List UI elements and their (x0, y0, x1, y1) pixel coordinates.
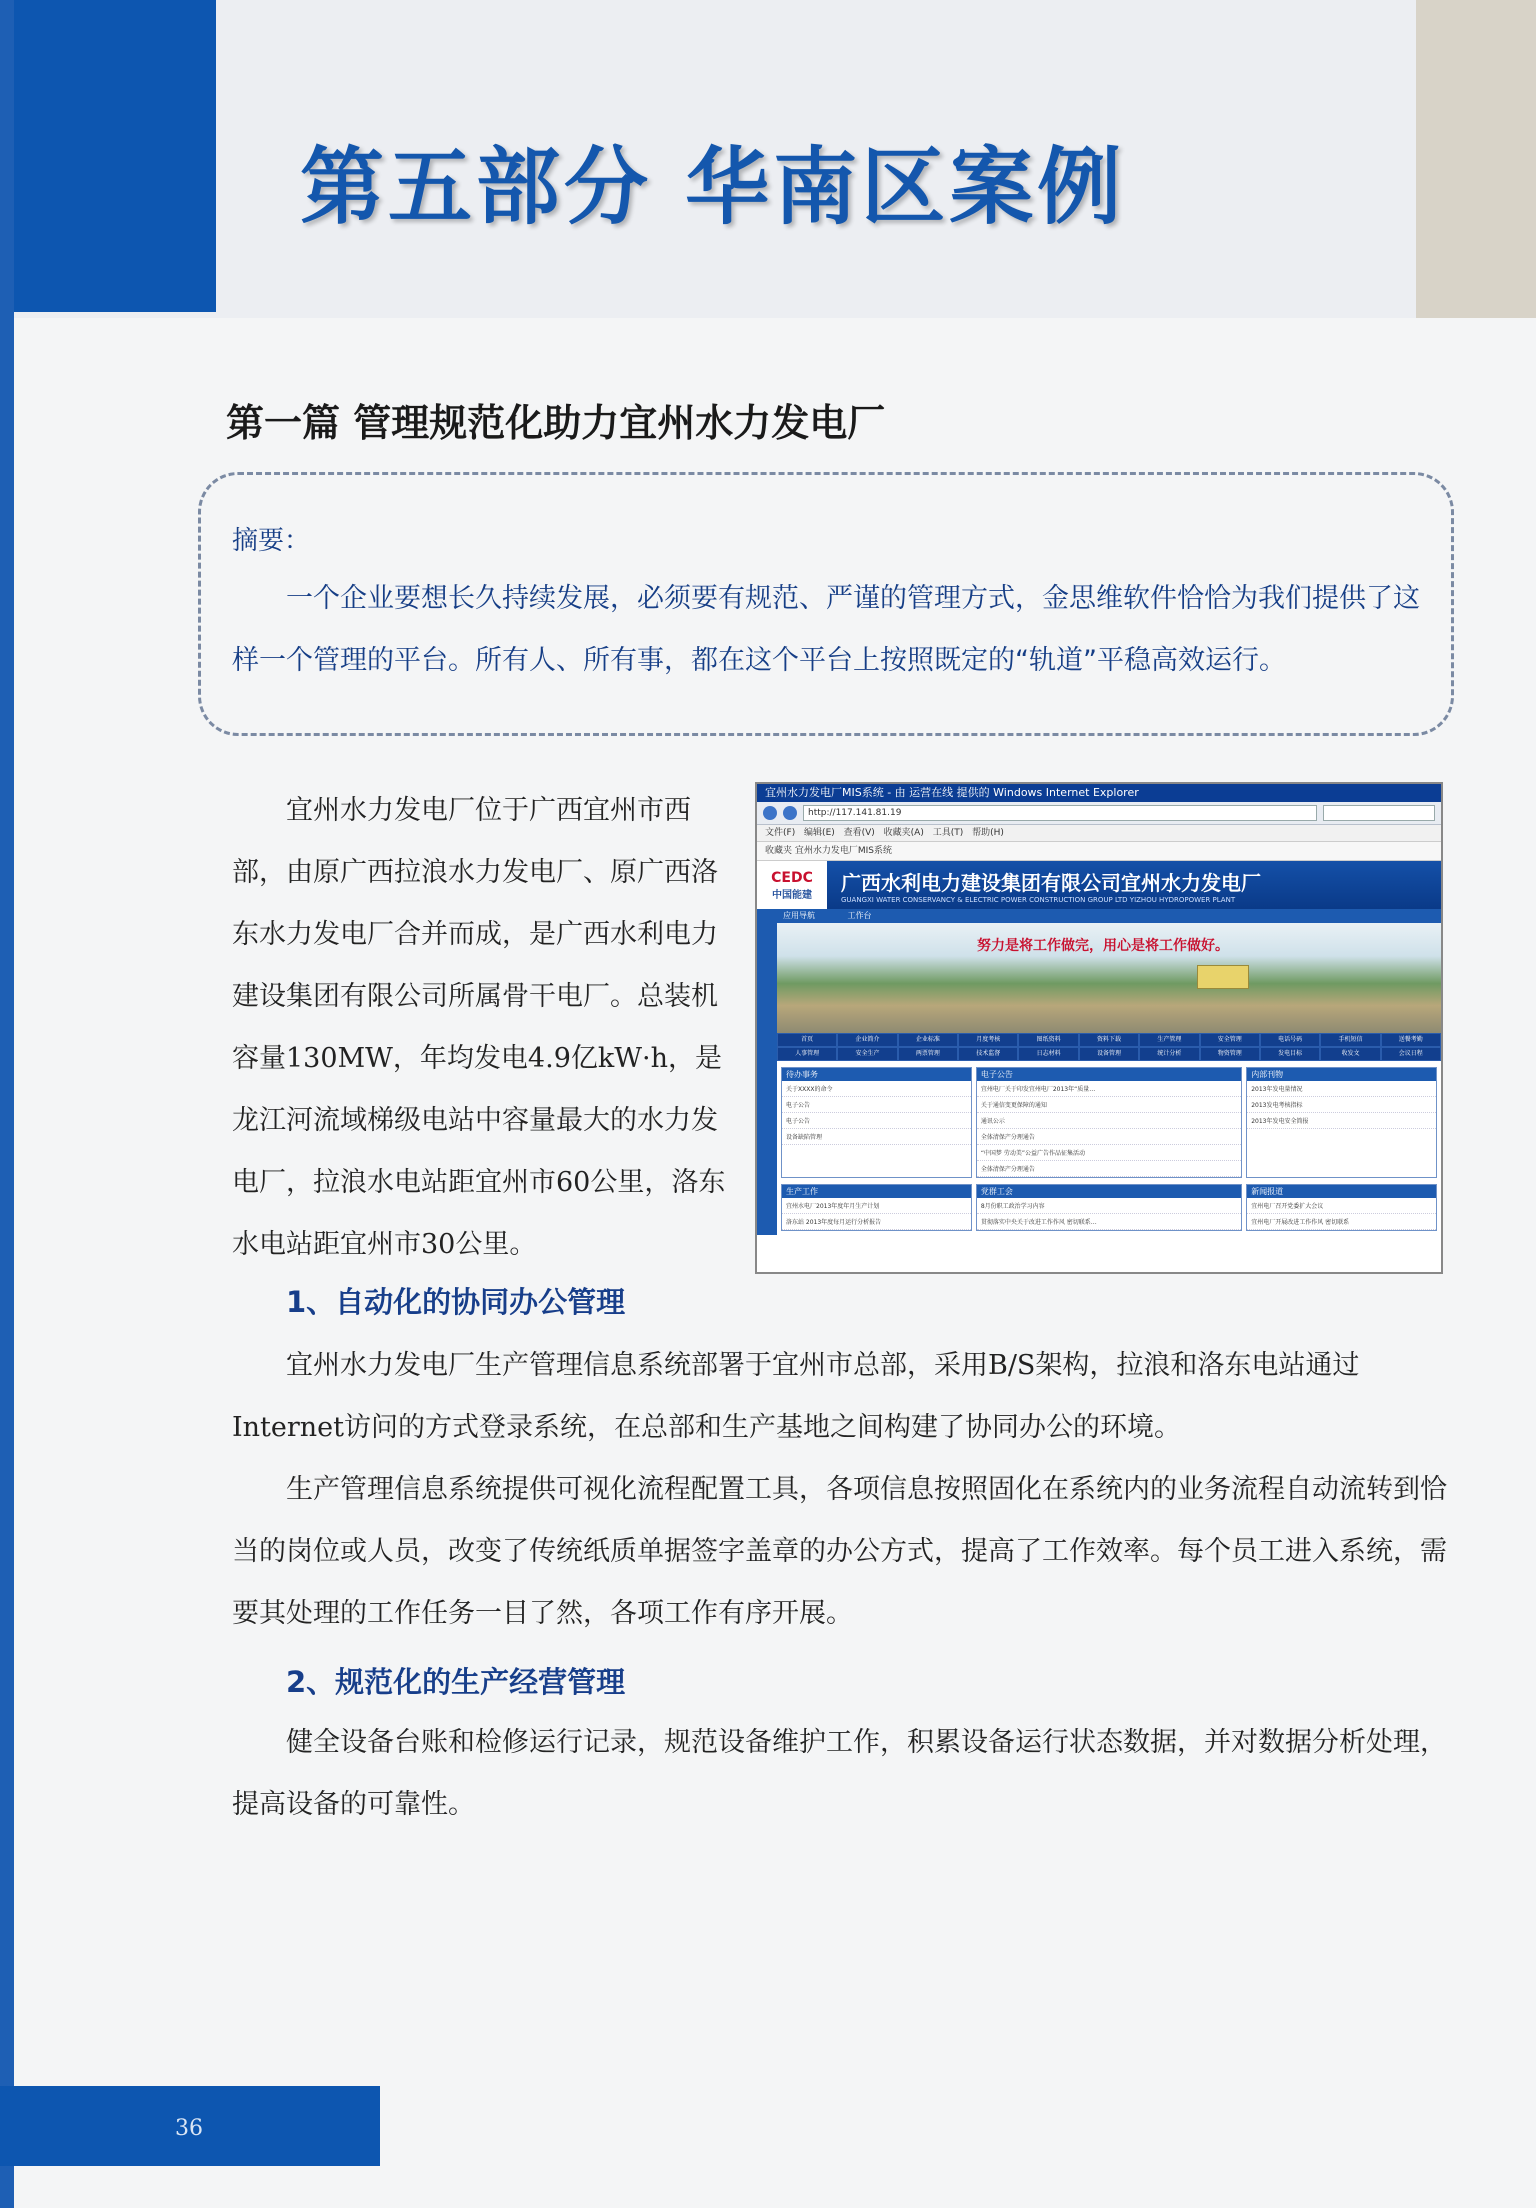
site-nav-item: 收发文 (1320, 1047, 1380, 1061)
site-nav-item: 安全生产 (837, 1047, 897, 1061)
chapter-title: 第一篇 管理规范化助力宜州水力发电厂 (226, 401, 886, 445)
site-panel-item: 宜州电厂召开党委扩大会议 (1247, 1198, 1436, 1214)
site-panel-item: “中国梦 劳动美”公益广告作品征集活动 (977, 1145, 1241, 1161)
site-left-nav (757, 909, 777, 1235)
site-panel-item: 2013发电考核指标 (1247, 1097, 1436, 1113)
site-panel (976, 1067, 1242, 1178)
site-panel (1246, 1184, 1437, 1231)
site-panel-item: 2013年发电安全简报 (1247, 1113, 1436, 1129)
site-panel-item: 电子公告 (782, 1113, 971, 1129)
intro-text: 宜州水力发电厂位于广西宜州市西部，由原广西拉浪水力发电厂、原广西洛东水力发电厂合并而成，是广西水利电力建设集团有限公司所属骨干电厂。总装机容量130MW，年均发电4.9亿kW·h，是龙江河流域梯级电站中容量最大的水力发电厂，拉浪水电站距宜州市60公里，洛东水电站距宜州市30公里。 (232, 795, 726, 1260)
site-nav-item: 两票管理 (898, 1047, 958, 1061)
panel-row-2 (777, 1178, 1441, 1231)
site-panel-title: 党群工会 (977, 1185, 1241, 1198)
site-panel-title: 待办事务 (782, 1068, 971, 1081)
browser-menu: 文件(F) 编辑(E) 查看(V) 收藏夹(A) 工具(T) 帮助(H) (757, 825, 1441, 842)
section-1-paragraph-1 (232, 1335, 1462, 1459)
part-title: 第五部分 华南区案例 (300, 137, 1126, 236)
site-nav-item: 企业标准 (898, 1033, 958, 1047)
site-panel (1246, 1067, 1437, 1178)
browser-title-bar: 宜州水力发电厂MIS系统 - 由 运营在线 提供的 Windows Internet Explorer (757, 784, 1441, 802)
site-nav-item: 会议日程 (1381, 1047, 1441, 1061)
site-panel-item: 通讯公示 (977, 1113, 1241, 1129)
forward-icon (783, 806, 797, 820)
site-nav-grid (777, 1033, 1441, 1061)
abstract-text (232, 568, 1432, 692)
logo-mark: CEDC (771, 869, 813, 886)
site-panel-title: 内部刊物 (1247, 1068, 1436, 1081)
browser-favorites: 收藏夹 宜州水力发电厂MIS系统 (757, 842, 1441, 861)
site-title: 广西水利电力建设集团有限公司宜州水力发电厂 (841, 870, 1261, 895)
browser-search-field (1323, 805, 1435, 821)
mis-system-screenshot (755, 782, 1443, 1274)
site-subtitle: GUANGXI WATER CONSERVANCY & ELECTRIC POWER CONSTRUCTION GROUP LTD YIZHOU HYDROPOWER PLANT (841, 895, 1236, 904)
logo-text: 中国能建 (772, 889, 812, 901)
header-color-block (14, 0, 216, 312)
site-panel-item: 宜州水电厂2013年度年月生产计划 (782, 1198, 971, 1214)
site-panel-title: 电子公告 (977, 1068, 1241, 1081)
site-panel-item: 全体清保产分理通告 (977, 1161, 1241, 1177)
site-panel-item: 贯彻落实中央关于改进工作作风 密切联系… (977, 1214, 1241, 1230)
site-panel (976, 1184, 1242, 1231)
site-nav-item: 发电目标 (1260, 1047, 1320, 1061)
section-heading-1: 1、自动化的协同办公管理 (286, 1285, 626, 1319)
site-nav-item: 技术监督 (958, 1047, 1018, 1061)
page-number: 36 (175, 2116, 203, 2141)
site-nav-item: 日志材料 (1018, 1047, 1078, 1061)
powerhouse-building (1197, 965, 1249, 989)
site-nav-item: 送餐考勤 (1381, 1033, 1441, 1047)
section-2-paragraph-1-text: 健全设备台账和检修运行记录，规范设备维护工作，积累设备运行状态数据，并对数据分析处理，提高设备的可靠性。 (232, 1727, 1447, 1820)
site-nav-item: 企业简介 (837, 1033, 897, 1047)
section-heading-2: 2、规范化的生产经营管理 (286, 1665, 626, 1699)
plant-photo-banner (777, 923, 1441, 1033)
site-nav-item: 手机短信 (1320, 1033, 1380, 1047)
section-1-paragraph-1-text: 宜州水力发电厂生产管理信息系统部署于宜州市总部，采用B/S架构，拉浪和洛东电站通过Internet访问的方式登录系统，在总部和生产基地之间构建了协同办公的环境。 (232, 1350, 1360, 1443)
site-panel-item: 全体清保产分理通告 (977, 1129, 1241, 1145)
site-panel-item: 宜州电厂开展改进工作作风 密切联系 (1247, 1214, 1436, 1230)
site-panel-title: 新闻报道 (1247, 1185, 1436, 1198)
site-nav-item: 统计分析 (1139, 1047, 1199, 1061)
site-panel (781, 1067, 972, 1178)
site-panel-item: 宜州电厂关于印发宜州电厂2013年“质量… (977, 1081, 1241, 1097)
site-nav-item: 人事管理 (777, 1047, 837, 1061)
panel-row-1 (777, 1061, 1441, 1178)
site-panel-item: 设备缺陷管理 (782, 1129, 971, 1145)
abstract-body: 一个企业要想长久持续发展，必须要有规范、严谨的管理方式，金思维软件恰恰为我们提供了这样一个管理的平台。所有人、所有事，都在这个平台上按照既定的“轨道”平稳高效运行。 (232, 583, 1420, 676)
site-nav-item: 物资管理 (1200, 1047, 1260, 1061)
site-nav-item: 资料下载 (1079, 1033, 1139, 1047)
site-banner (757, 861, 1441, 909)
site-nav-item: 电话号码 (1260, 1033, 1320, 1047)
site-nav-item: 月度考核 (958, 1033, 1018, 1047)
site-panel-item: 关于XXXX的命令 (782, 1081, 971, 1097)
site-nav-item: 安全管理 (1200, 1033, 1260, 1047)
slogan: 努力是将工作做完，用心是将工作做好。 (977, 938, 1229, 954)
section-1-paragraph-2-text: 生产管理信息系统提供可视化流程配置工具，各项信息按照固化在系统内的业务流程自动流转到恰当的岗位或人员，改变了传统纸质单据签字盖章的办公方式，提高了工作效率。每个员工进入系统，需要其处理的工作任务一目了然，各项工作有序开展。 (232, 1474, 1447, 1629)
intro-paragraph (232, 780, 742, 1276)
site-panel-item: 电子公告 (782, 1097, 971, 1113)
site-panel (781, 1184, 972, 1231)
side-stripe (0, 0, 14, 2208)
back-icon (763, 806, 777, 820)
site-logo (757, 861, 827, 909)
site-nav-item: 生产管理 (1139, 1033, 1199, 1047)
section-1-paragraph-2 (232, 1459, 1462, 1645)
site-content (777, 909, 1441, 1235)
site-panel-item: 关于通信变更保障的通知 (977, 1097, 1241, 1113)
url-field: http://117.141.81.19 (803, 805, 1317, 821)
site-main (757, 909, 1441, 1235)
abstract-label: 摘要： (232, 526, 311, 556)
site-panel-item: 2013年发电量情况 (1247, 1081, 1436, 1097)
browser-address-bar (757, 802, 1441, 825)
site-panel-item: 洛东站 2013年度每月运行分析报告 (782, 1214, 971, 1230)
site-nav-item: 首页 (777, 1033, 837, 1047)
page-curl (1416, 0, 1536, 318)
section-2-paragraph-1 (232, 1712, 1462, 1836)
site-panel-title: 生产工作 (782, 1185, 971, 1198)
site-nav-item: 图纸资料 (1018, 1033, 1078, 1047)
site-tabs: 应用导航 工作台 (777, 909, 1441, 923)
site-panel-item: 8月份职工政治学习内容 (977, 1198, 1241, 1214)
site-nav-item: 设备管理 (1079, 1047, 1139, 1061)
